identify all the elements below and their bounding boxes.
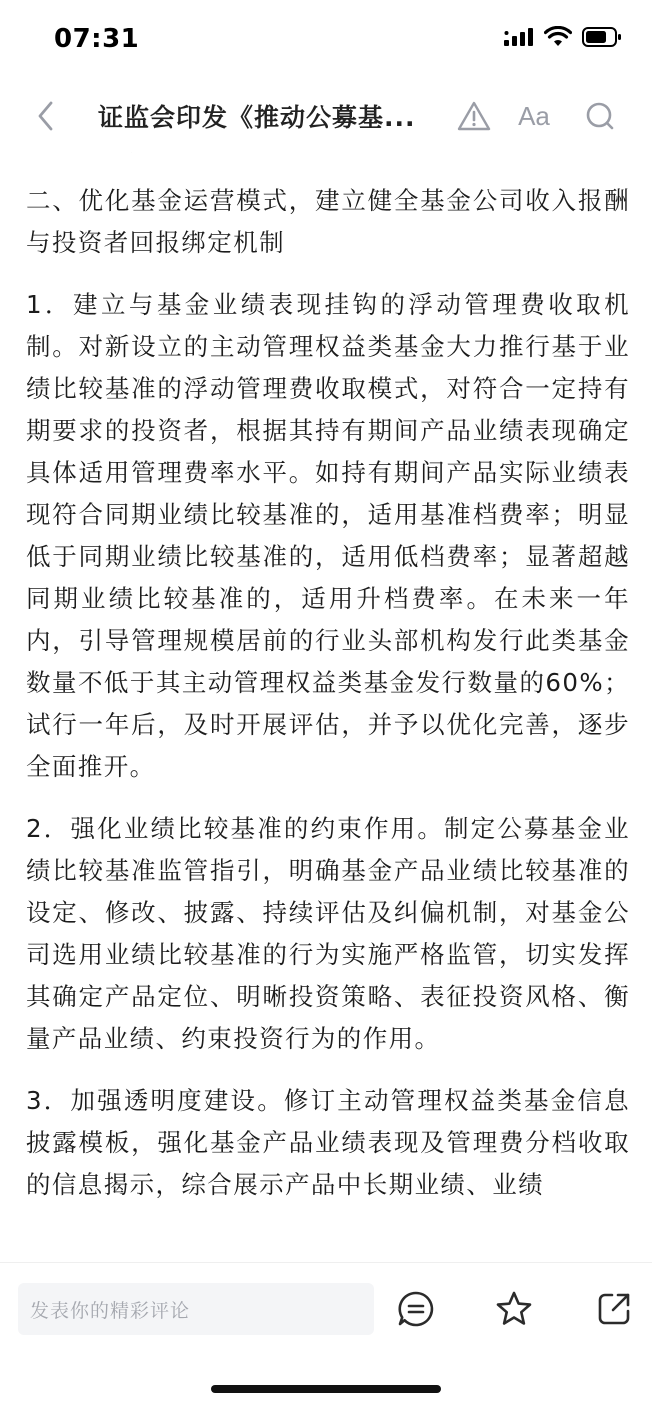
article-paragraph: 1．建立与基金业绩表现挂钩的浮动管理费收取机制。对新设立的主动管理权益类基金大力推行基于业绩比较基准的浮动管理费收取模式，对符合一定持有期要求的投资者，根据其持有期间产品业绩表现确定具体适用管理费率水平。如持有期间产品实际业绩表现符合同期业绩比较基准的，适用基准档费率；明显低于同期业绩比较基准的，适用低档费率；显著超越同期业绩比较基准的，适用升档费率。在未来一年内，引导管理规模居前的行业头部机构发行此类基金数量不低于其主动管理权益类基金发行数量的60%；试行一年后，及时开展评估，并予以优化完善，逐步全面推开。 — [26, 290, 630, 781]
wifi-icon — [544, 26, 572, 48]
cellular-signal-icon — [504, 27, 534, 47]
article-paragraph: 3．加强透明度建设。修订主动管理权益类基金信息披露模板，强化基金产品业绩表现及管理费分档收取的信息揭示，综合展示产品中长期业绩、业绩 — [26, 1086, 630, 1199]
article-paragraph: 二、优化基金运营模式，建立健全基金公司收入报酬与投资者回报绑定机制 — [26, 186, 630, 257]
status-icons — [504, 26, 622, 48]
search-button[interactable] — [580, 96, 620, 136]
report-button[interactable] — [454, 96, 494, 136]
back-button[interactable] — [26, 96, 66, 136]
search-icon — [585, 101, 615, 131]
status-bar — [0, 0, 652, 80]
share-icon — [596, 1291, 632, 1327]
chevron-left-icon — [36, 100, 56, 132]
page-title: 证监会印发《推动公募基... — [98, 103, 416, 132]
favorite-button[interactable] — [494, 1289, 534, 1329]
battery-icon — [582, 26, 622, 48]
bottom-bar — [0, 1262, 652, 1410]
status-time: 07:31 — [54, 24, 140, 54]
article-body — [26, 118, 630, 1266]
comment-placeholder: 发表你的精彩评论 — [30, 1299, 191, 1322]
home-indicator[interactable] — [211, 1385, 441, 1393]
nav-bar — [0, 80, 652, 152]
font-size-button[interactable]: Aa — [518, 100, 550, 131]
comment-icon — [397, 1290, 435, 1328]
star-icon — [495, 1290, 533, 1328]
comments-button[interactable] — [396, 1289, 436, 1329]
share-button[interactable] — [594, 1289, 634, 1329]
article-paragraph: 2．强化业绩比较基准的约束作用。制定公募基金业绩比较基准监管指引，明确基金产品业绩比较基准的设定、修改、披露、持续评估及纠偏机制，对基金公司选用业绩比较基准的行为实施严格监管，切实发挥其确定产品定位、明晰投资策略、表征投资风格、衡量产品业绩、约束投资行为的作用。 — [26, 814, 630, 1053]
comment-input[interactable] — [18, 1283, 374, 1335]
warning-icon — [457, 101, 491, 131]
